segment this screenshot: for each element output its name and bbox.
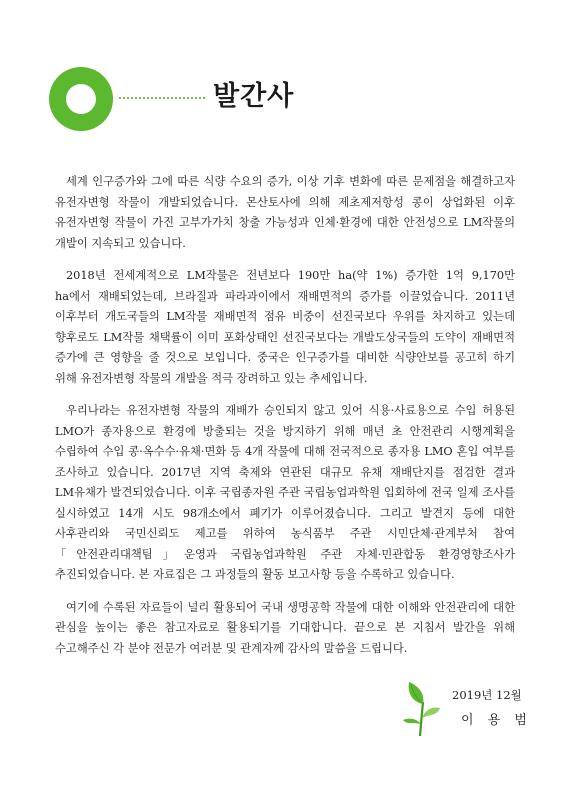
- sprout-icon: [401, 678, 441, 738]
- author-name: 이 용 범: [461, 713, 532, 728]
- green-ring-icon: [49, 67, 113, 131]
- header: [49, 67, 529, 131]
- paragraph-1: 세계 인구증가와 그에 따른 식량 수요의 증가, 이상 기후 변화에 따른 문제점을 해결하고자 유전자변형 작물이 개발되었습니다. 몬산토사에 의해 제초제저항성 콩이 상업화된 이후 유전자변형 작물이 가진 고부가가치 창출 가능성과 인체·환경에 대한 안전성으로 LM작물의 개발이 지속되고 있습니다.: [55, 175, 515, 250]
- page-title: 발간사: [213, 81, 295, 112]
- paragraph-2: 2018년 전세계적으로 LM작물은 전년보다 190만 ha(약 1%) 증가한 1억 9,170만 ha에서 재배되었는데, 브라질과 파라과이에서 재배면적의 증가를 이끌었습니다. 2011년 이후부터 개도국들의 LM작물 재배면적 점유 비중이 선진국보다 우위를 차지하고 있는데 향후로도 LM작물 채택률이 이미 포화상태인 선진국보다는 개발도상국들의 도약이 재배면적 증가에 큰 영향을 줄 것으로 보입니다. 중국은 인구증가를 대비한 식량안보를 공고히 하기 위해 유전자변형 작물의 개발을 적극 장려하고 있는 추세입니다.: [55, 269, 515, 385]
- preface-body: [55, 172, 515, 671]
- dotted-divider: [119, 97, 205, 99]
- publication-date: 2019년 12월: [452, 688, 522, 702]
- paragraph-4: 여기에 수록된 자료들이 널리 활용되어 국내 생명공학 작물에 대한 이해와 안전관리에 대한 관심을 높이는 좋은 참고자료로 활용되기를 기대합니다. 끝으로 본 지침서 발간을 위해 수고해주신 각 분야 전문가 여러분 및 관계자께 감사의 말씀을 드립니다.: [55, 600, 515, 655]
- paragraph-3: 우리나라는 유전자변형 작물의 재배가 승인되지 않고 있어 식용·사료용으로 수입 허용된 LMO가 종자용으로 환경에 방출되는 것을 방지하기 위해 매년 초 안전관리 시행계획을 수립하여 수입 콩·옥수수·유채·면화 등 4개 작물에 대해 전국적으로 종자용 LMO 혼입 여부를 조사하고 있습니다. 2017년 지역 축제와 연관된 대규모 유채 재배단지를 점검한 결과 LM유채가 발견되었습니다. 이후 국립종자원 주관 국립농업과학원 입회하에 전국 일제 조사를 실시하였고 14개 시도 98개소에서 폐기가 이루어졌습니다. 그리고 발견지 등에 대한 사후관리와 국민신뢰도 제고를 위하여 농식품부 주관 시민단체·관계부처 참여「안전관리대책팀」운영과 국립농업과학원 주관 자체·민관합동 환경영향조사가 추진되었습니다. 본 자료집은 그 과정들의 활동 보고사항 등을 수록하고 있습니다.: [55, 404, 515, 581]
